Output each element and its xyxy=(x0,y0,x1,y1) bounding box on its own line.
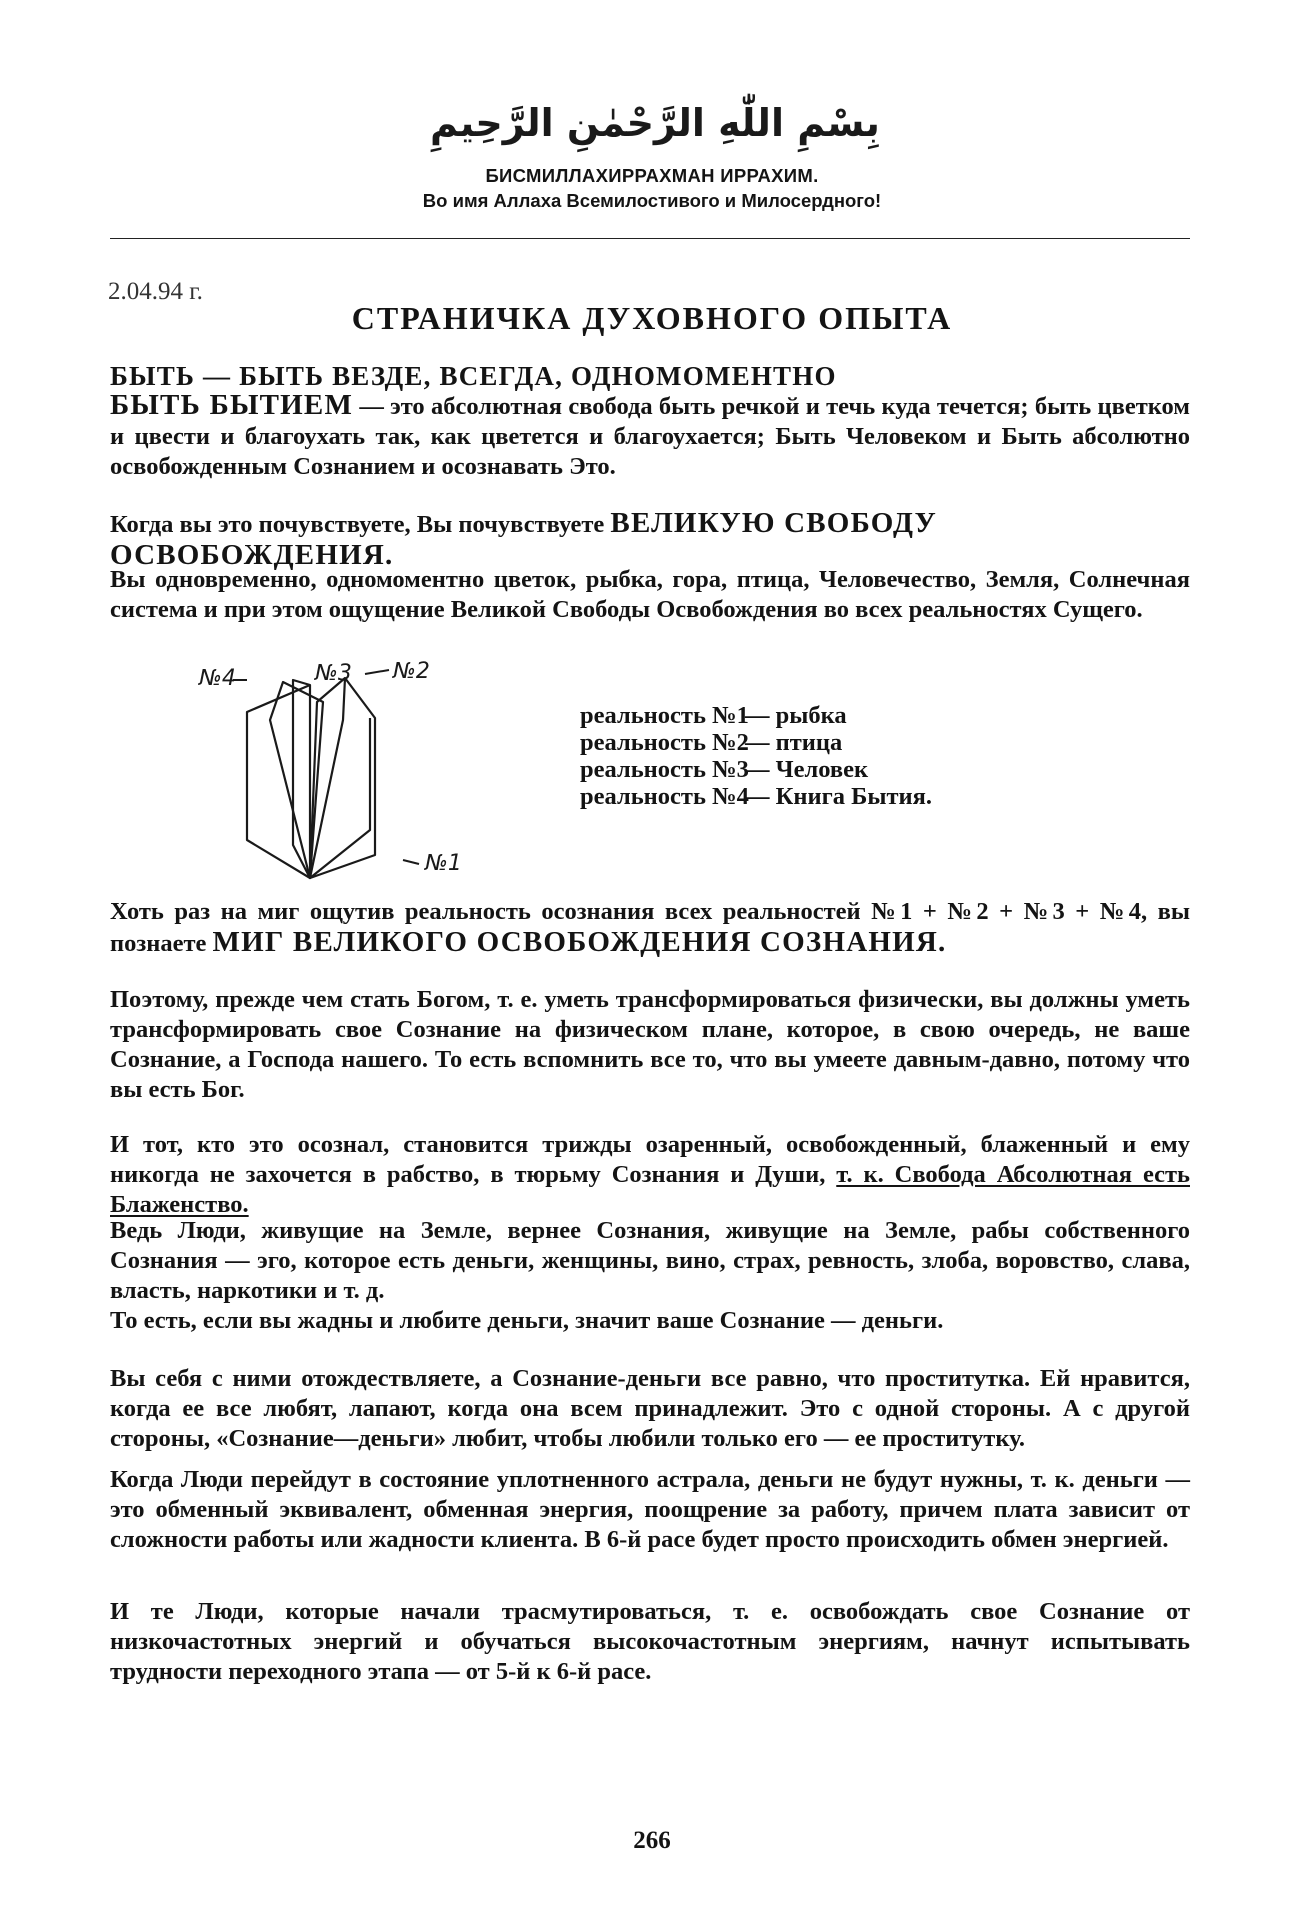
paragraph-11: И те Люди, которые начали трасмутироваться, т. е. освобождать свое Сознание от низкочастотных энергий и обучаться высокочастотным энергиям, начнут испытывать трудности переходного этапа — от 5-й к 6-й расе. xyxy=(110,1598,1190,1685)
entry-date: 2.04.94 г. xyxy=(108,278,203,305)
label-n1: №1 xyxy=(425,851,462,876)
paragraph-1-lead: БЫТЬ БЫТИЕМ xyxy=(110,389,354,421)
paragraph-4-emphasis: МИГ ВЕЛИКОГО ОСВОБОЖДЕНИЯ СОЗНАНИЯ. xyxy=(212,926,947,958)
page-n2-inner xyxy=(310,678,345,878)
book-diagram xyxy=(199,659,525,900)
pointer-n1 xyxy=(403,860,419,864)
label-n2: №2 xyxy=(393,659,430,684)
paragraph-8: То есть, если вы жадны и любите деньги, значит ваше Сознание — деньги. xyxy=(110,1307,944,1334)
reality-value: — птица xyxy=(745,729,843,756)
section-heading: БЫТЬ — БЫТЬ ВЕЗДЕ, ВСЕГДА, ОДНОМОМЕНТНО xyxy=(110,361,837,391)
reality-value: — Книга Бытия. xyxy=(745,783,932,810)
paragraph-3: Вы одновременно, одномоментно цветок, рыбка, гора, птица, Человечество, Земля, Солнечная система и при этом ощущение Великой Свободы Освобождения во всех реальностях Сущего. xyxy=(110,566,1190,623)
paragraph-7: Ведь Люди, живущие на Земле, вернее Сознания, живущие на Земле, рабы собственного Сознания — эго, которое есть деньги, женщины, вино, страх, ревность, злоба, воровство, слава, власть, наркотики и т. д. xyxy=(110,1217,1190,1304)
reality-value: — рыбка xyxy=(745,702,847,729)
label-n3: №3 xyxy=(315,661,352,686)
page-n4 xyxy=(247,685,310,878)
basmala-calligraphy xyxy=(430,78,880,173)
pointer-n2 xyxy=(365,670,389,674)
paragraph-9: Вы себя с ними отождествляете, а Сознание-деньги все равно, что проститутка. Ей нравится, когда ее все любят, лапают, когда она всем принадлежит. Это с одной стороны. А с другой стороны, «Сознание—деньги» любит, чтобы любили только его — ее проститутку. xyxy=(110,1365,1190,1452)
paragraph-1 xyxy=(110,390,1190,482)
paragraph-1-text: — это абсолютная свобода быть речкой и течь куда течется; быть цветком и цвести и благоухать так, как цветется и благоухается; Быть Человеком и Быть абсолютно освобожденным Сознанием и осознавать Это. xyxy=(110,393,1190,480)
paragraph-6-underlined: т. к. Свобода Абсолютная есть Блаженство. xyxy=(110,1161,1190,1218)
reality-label: реальность №3 xyxy=(580,756,749,783)
basmala-translation: Во имя Аллаха Всемилостивого и Милосердного! xyxy=(422,190,882,211)
paragraph-5: Поэтому, прежде чем стать Богом, т. е. уметь трансформироваться физически, вы должны уметь трансформировать свое Сознание на физическом плане, которое, в свою очередь, не ваше Сознание, а Господа нашего. То есть вспомнить все то, что вы умеете давным-давно, потому что вы есть Бог. xyxy=(110,986,1190,1103)
reality-value: — Человек xyxy=(745,756,869,783)
paragraph-4 xyxy=(110,897,1190,959)
paragraph-6-text: И тот, кто это осознал, становится трижды озаренный, освобожденный, блаженный и ему никогда не захочется в рабство, в тюрьму Сознания и Души, xyxy=(110,1131,1190,1188)
paragraph-10: Когда Люди перейдут в состояние уплотненного астрала, деньги не будут нужны, т. к. деньги — это обменный эквивалент, обменная энергия, поощрение за работу, причем плата зависит от сложности работы или жадности клиента. В 6-й расе будет просто происходить обмен энергией. xyxy=(110,1466,1190,1553)
paragraph-4-text: Хоть раз на миг ощутив реальность осознания всех реальностей №1 + №2 + №3 + №4, вы познаете xyxy=(110,898,1190,957)
reality-label: реальность №1 xyxy=(580,702,749,729)
label-n4: №4 xyxy=(199,666,236,691)
paragraph-6 xyxy=(110,1130,1190,1220)
page-number: 266 xyxy=(633,1827,671,1854)
paragraph-2-emphasis: ВЕЛИКУЮ СВОБОДУ ОСВОБОЖДЕНИЯ. xyxy=(110,507,938,571)
basmala-text: بِسْمِ اللّٰهِ الرَّحْمٰنِ الرَّحِيمِ xyxy=(430,101,880,145)
reality-label: реальность №2 xyxy=(580,729,749,756)
paragraph-2-text: Когда вы это почувствуете, Вы почувствуете xyxy=(110,511,611,538)
header-divider xyxy=(110,238,1190,239)
paragraph-2 xyxy=(110,508,1190,572)
basmala-transliteration: БИСМИЛЛАХИРРАХМАН ИРРАХИМ. xyxy=(485,165,819,186)
page-title: СТРАНИЧКА ДУХОВНОГО ОПЫТА xyxy=(351,300,953,336)
reality-label: реальность №4 xyxy=(580,783,749,810)
